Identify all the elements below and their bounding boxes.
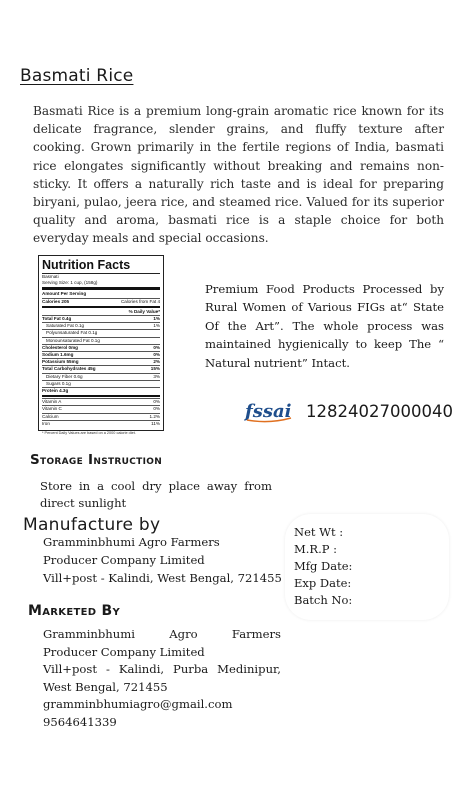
product-details-box <box>285 514 449 620</box>
nutrition-row: Dietary Fiber 0.6g 3% <box>42 373 160 380</box>
nutrition-row: Polyunsaturated Fat 0.1g <box>42 329 160 336</box>
nutrition-serving-size: Serving Size: 1 cup, (158g) <box>42 280 98 286</box>
nutrition-row: Monounsaturated Fat 0.1g <box>42 337 160 344</box>
nutrition-row: Vitamin C 0% <box>42 406 160 412</box>
nutrition-heading: Nutrition Facts <box>42 259 160 274</box>
nutrition-row: Vitamin A 0% <box>42 399 160 405</box>
nutrition-row: Sodium 1.6mg 0% <box>42 352 160 358</box>
mrp-label: M.R.P : <box>294 542 338 556</box>
nutrition-amount-per-serving: Amount Per Serving <box>42 291 87 297</box>
manufacture-heading: Manufacture by <box>23 515 161 535</box>
svg-text:fssai: fssai <box>245 401 292 422</box>
nutrition-row: Total Carbohydrates 45g 15% <box>42 366 160 372</box>
nutrition-facts-panel <box>38 255 164 436</box>
fssai-block <box>244 398 453 424</box>
marketed-heading: Marketed By <box>28 603 120 619</box>
nutrition-row: Protein 4.3g <box>42 387 160 394</box>
mfg-date-label: Mfg Date: <box>294 559 353 573</box>
marketed-address: Gramminbhumi Agro Farmers Producer Company Limited Vill+post - Kalindi, Purba Medinipur, West Bengal, 721455 gramminbhumiagro@gmail.com 9564641339 <box>43 626 281 731</box>
manufacture-address: Gramminbhumi Agro Farmers Producer Company Limited Vill+post - Kalindi, West Bengal, 721455 <box>43 535 282 585</box>
fssai-license-number: 12824027000040 <box>306 401 453 421</box>
nutrition-row: Total Fat 0.4g 1% <box>42 316 160 322</box>
product-description: Basmati Rice is a premium long-grain aromatic rice known for its delicate fragrance, slender grains, and fluffy texture after cooking. Grown primarily in the fertile regions of India, basmati rice elongates significantly without breaking and remains non-sticky. It offers a naturally rich taste and is ideal for preparing biryani, pulao, jeera rice, and steamed rice. Valued for its superior quality and aroma, basmati rice is a staple choice for both everyday meals and special occasions. <box>33 104 444 246</box>
promo-text: Premium Food Products Processed by Rural Women of Various FIGs at“ State Of the Art”. The whole process was maintained hygienically to keep The “ Natural nutrient” Intact. <box>205 282 444 370</box>
product-title: Basmati Rice <box>20 66 134 86</box>
storage-heading: Storage Instruction <box>30 452 163 468</box>
nutrition-row: Iron 11% <box>42 420 160 426</box>
net-weight-label: Net Wt : <box>294 525 344 539</box>
marketed-email: gramminbhumiagro@gmail.com <box>43 697 233 711</box>
nutrition-footnote: * Percent Daily Values are based on a 2000 calorie diet. <box>42 431 136 436</box>
exp-date-label: Exp Date: <box>294 576 352 590</box>
nutrition-row: Potassium 55mg 2% <box>42 359 160 365</box>
nutrition-row: Calcium 1.2% <box>42 413 160 419</box>
fssai-logo-icon <box>244 398 294 424</box>
nutrition-row: Cholesterol 0mg 0% <box>42 344 160 350</box>
marketed-phone: 9564641339 <box>43 714 117 729</box>
nutrition-dv-header: % Daily Value* <box>128 308 160 314</box>
storage-text: Store in a cool dry place away from direct sunlight <box>40 479 272 510</box>
nutrition-row: Saturated Fat 0.1g 1% <box>42 322 160 329</box>
nutrition-row: Sugars 0.1g <box>42 380 160 387</box>
batch-no-label: Batch No: <box>294 593 353 607</box>
nutrition-calories: Calories 205 Calories from Fat 4 <box>42 298 160 304</box>
nutrition-product: Basmati <box>42 274 59 279</box>
